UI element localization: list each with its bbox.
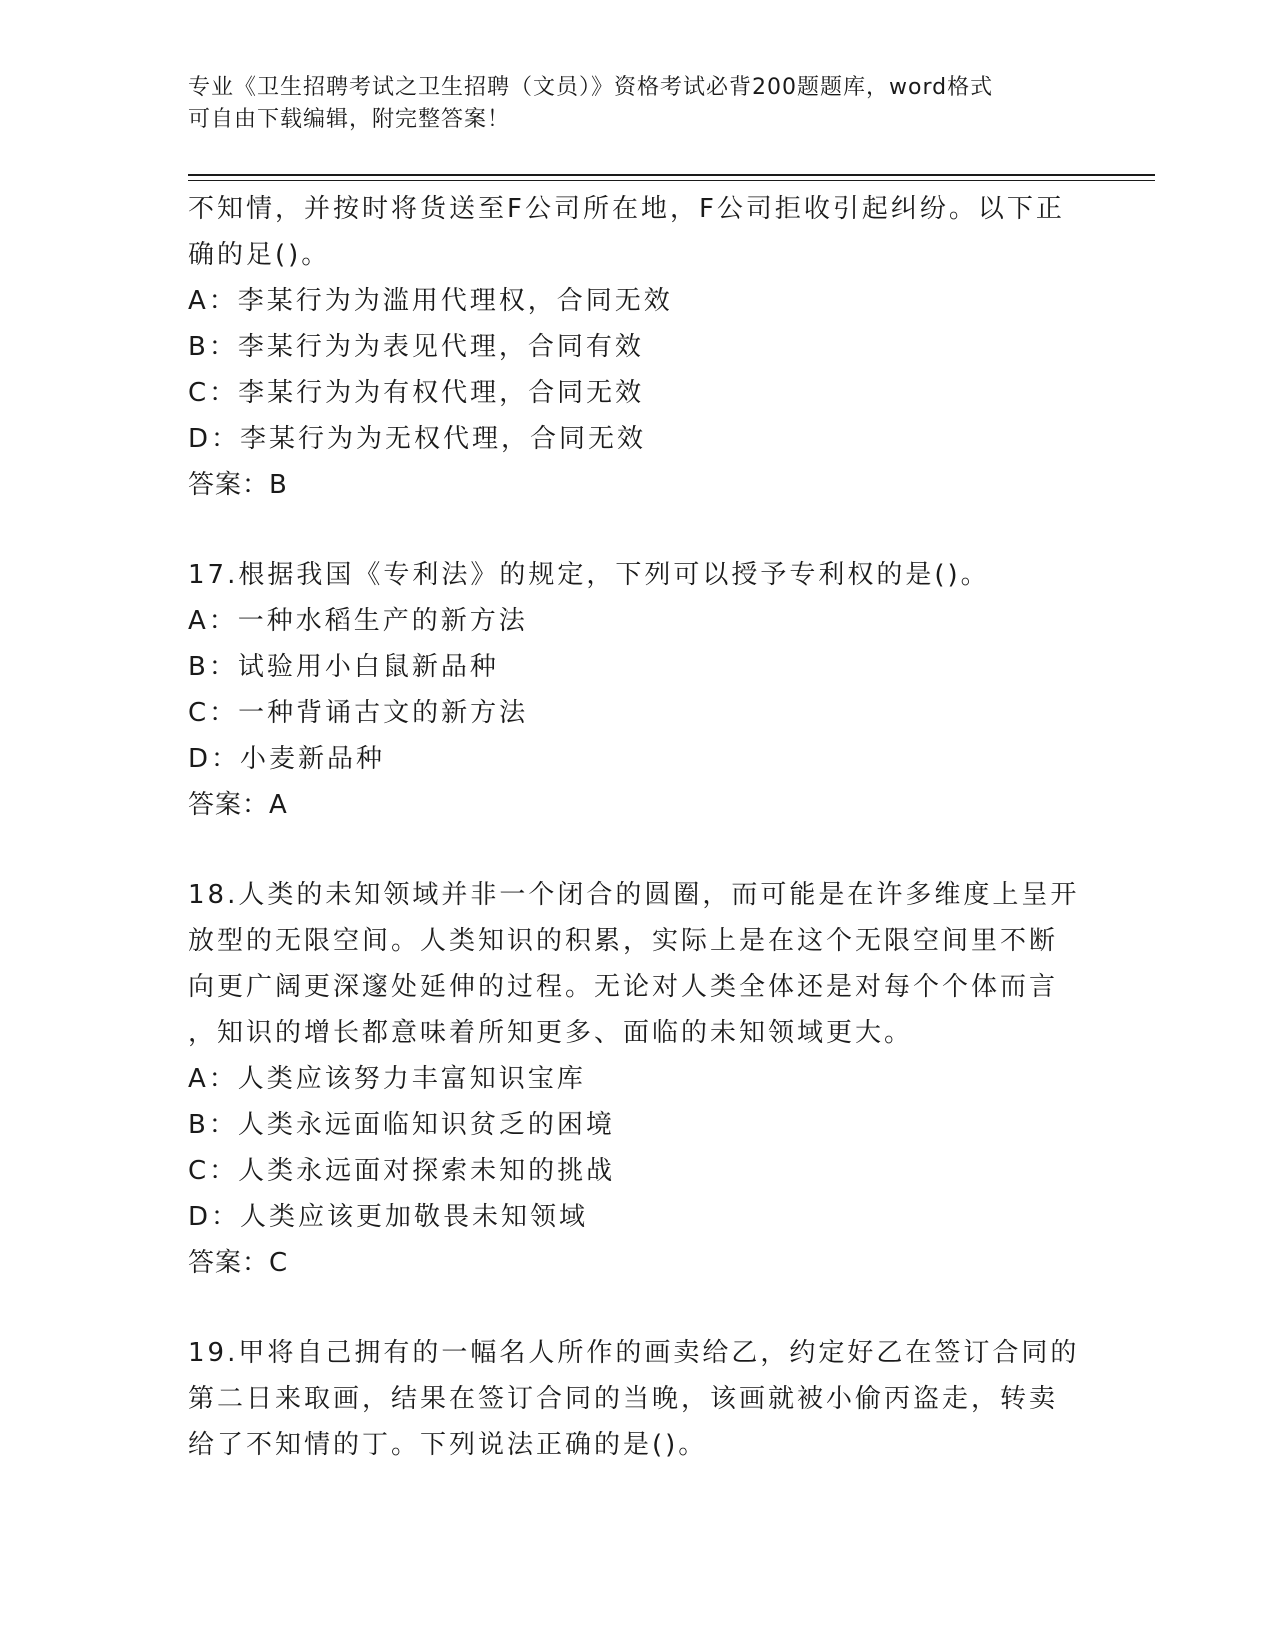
header-title-line-2: 可自由下载编辑，附完整答案！: [188, 107, 511, 132]
spacer: [188, 828, 1088, 872]
option-d: D：李某行为为无权代理，合同无效: [188, 424, 647, 454]
option-a: A：人类应该努力丰富知识宝库: [188, 1064, 586, 1094]
question-18: [188, 872, 1088, 1286]
question-stem-line: 给了不知情的丁。下列说法正确的是()。: [188, 1430, 708, 1460]
option-a: A：李某行为为滥用代理权，合同无效: [188, 286, 673, 316]
spacer: [188, 508, 1088, 552]
question-stem-line: 第二日来取画，结果在签订合同的当晚，该画就被小偷丙盗走，转卖: [188, 1384, 1059, 1414]
answer-line: 答案：A: [188, 790, 288, 820]
option-a: A：一种水稻生产的新方法: [188, 606, 528, 636]
document-header: [188, 72, 1088, 136]
answer-line: 答案：B: [188, 470, 288, 500]
question-17: [188, 552, 1088, 828]
option-c: C：李某行为为有权代理，合同无效: [188, 378, 645, 408]
question-19: [188, 1330, 1088, 1468]
question-stem-line: 不知情，并按时将货送至F公司所在地，F公司拒收引起纠纷。以下正: [188, 194, 1065, 224]
question-stem-line: 向更广阔更深邃处延伸的过程。无论对人类全体还是对每个个体而言: [188, 972, 1059, 1002]
header-title-line-1: 专业《卫生招聘考试之卫生招聘（文员）》资格考试必背200题题库，word格式: [188, 75, 994, 100]
option-d: D：小麦新品种: [188, 744, 386, 774]
option-c: C：人类永远面对探索未知的挑战: [188, 1156, 616, 1186]
question-stem-line: 确的足()。: [188, 240, 331, 270]
option-b: B：李某行为为表见代理，合同有效: [188, 332, 644, 362]
option-b: B：人类永远面临知识贫乏的困境: [188, 1110, 615, 1140]
header-divider-thin: [188, 180, 1155, 181]
option-c: C：一种背诵古文的新方法: [188, 698, 529, 728]
question-stem-line: 17.根据我国《专利法》的规定，下列可以授予专利权的是()。: [188, 560, 990, 590]
option-d: D：人类应该更加敬畏未知领域: [188, 1202, 589, 1232]
question-stem-line: ，知识的增长都意味着所知更多、面临的未知领域更大。: [188, 1018, 914, 1048]
question-16: [188, 186, 1088, 508]
spacer: [188, 1286, 1088, 1330]
question-stem-line: 18.人类的未知领域并非一个闭合的圆圈，而可能是在许多维度上呈开: [188, 880, 1080, 910]
option-b: B：试验用小白鼠新品种: [188, 652, 499, 682]
answer-line: 答案：C: [188, 1248, 289, 1278]
question-stem-line: 19.甲将自己拥有的一幅名人所作的画卖给乙，约定好乙在签订合同的: [188, 1338, 1080, 1368]
question-list: [188, 186, 1088, 1468]
header-divider-thick: [188, 174, 1155, 176]
question-stem-line: 放型的无限空间。人类知识的积累，实际上是在这个无限空间里不断: [188, 926, 1059, 956]
